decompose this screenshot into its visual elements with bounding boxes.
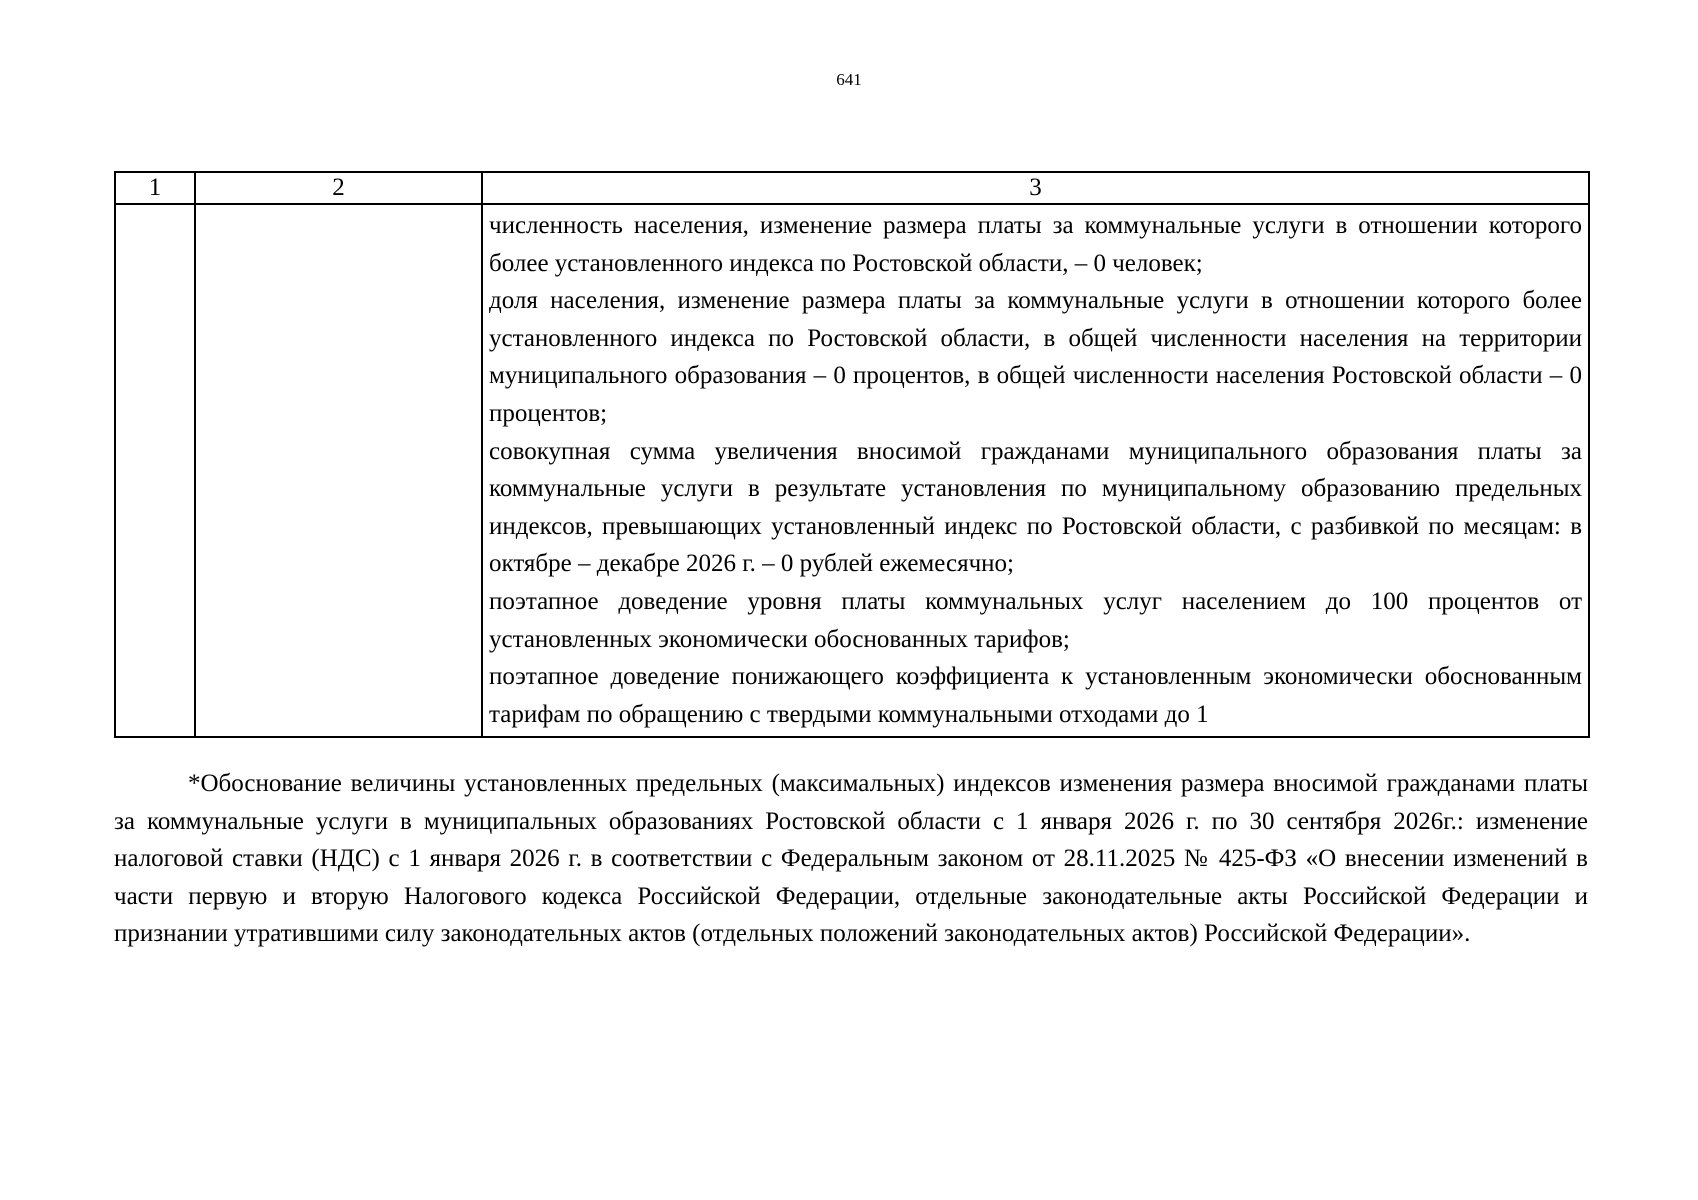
table-cell-col3 [482,204,1589,737]
indicator-reducing-coefficient: поэтапное доведение понижающего коэффициента к установленным экономически обоснованным тарифам по обращению с твердыми коммунальными отходами до 1 [489,663,1582,728]
column-header-1: 1 [115,172,195,204]
table-cell-col2 [195,204,482,737]
table-cell-col1 [115,204,195,737]
indicator-population-count: численность населения, изменение размера платы за коммунальные услуги в отношении которого более установленного индекса по Ростовской области, – 0 человек; [489,212,1582,277]
indicator-total-increase: совокупная сумма увеличения вносимой гражданами муниципального образования платы за коммунальные услуги в результате установления по муниципальному образованию предельных индексов, превышающих установленный индекс по Ростовской области, с разбивкой по месяцам: в октябре – декабре 2026 г. – 0 рублей ежемесячно; [489,437,1582,578]
column-header-2: 2 [195,172,482,204]
indicator-population-share: доля населения, изменение размера платы за коммунальные услуги в отношении которого более установленного индекса по Ростовской области, в общей численности населения на территории муниципального образования – 0 процентов, в общей численности населения Ростовской области – 0 процентов; [489,287,1582,427]
table-header-row [115,172,1589,204]
table-row [115,204,1589,737]
column-header-3: 3 [482,172,1589,204]
footnote: *Обоснование величины установленных предельных (максимальных) индексов изменения размера вносимой гражданами платы за коммунальные услуги в муниципальных образованиях Ростовской области с 1 января 2026 г. по 30 сентября 2026г.: изменение налоговой ставки (НДС) с 1 января 2026 г. в соответствии с Федеральным законом от 28.11.2025 № 425-ФЗ «О внесении изменений в части первую и вторую Налогового кодекса Российской Федерации, отдельные законодательные акты Российской Федерации и признании утратившими силу законодательных актов (отдельных положений законодательных актов) Российской Федерации». [114,770,1588,948]
continuation-table [114,171,1590,738]
indicator-payment-level: поэтапное доведение уровня платы коммунальных услуг населением до 100 процентов от установленных экономически обоснованных тарифов; [489,587,1582,653]
page-number: 641 [836,70,862,89]
